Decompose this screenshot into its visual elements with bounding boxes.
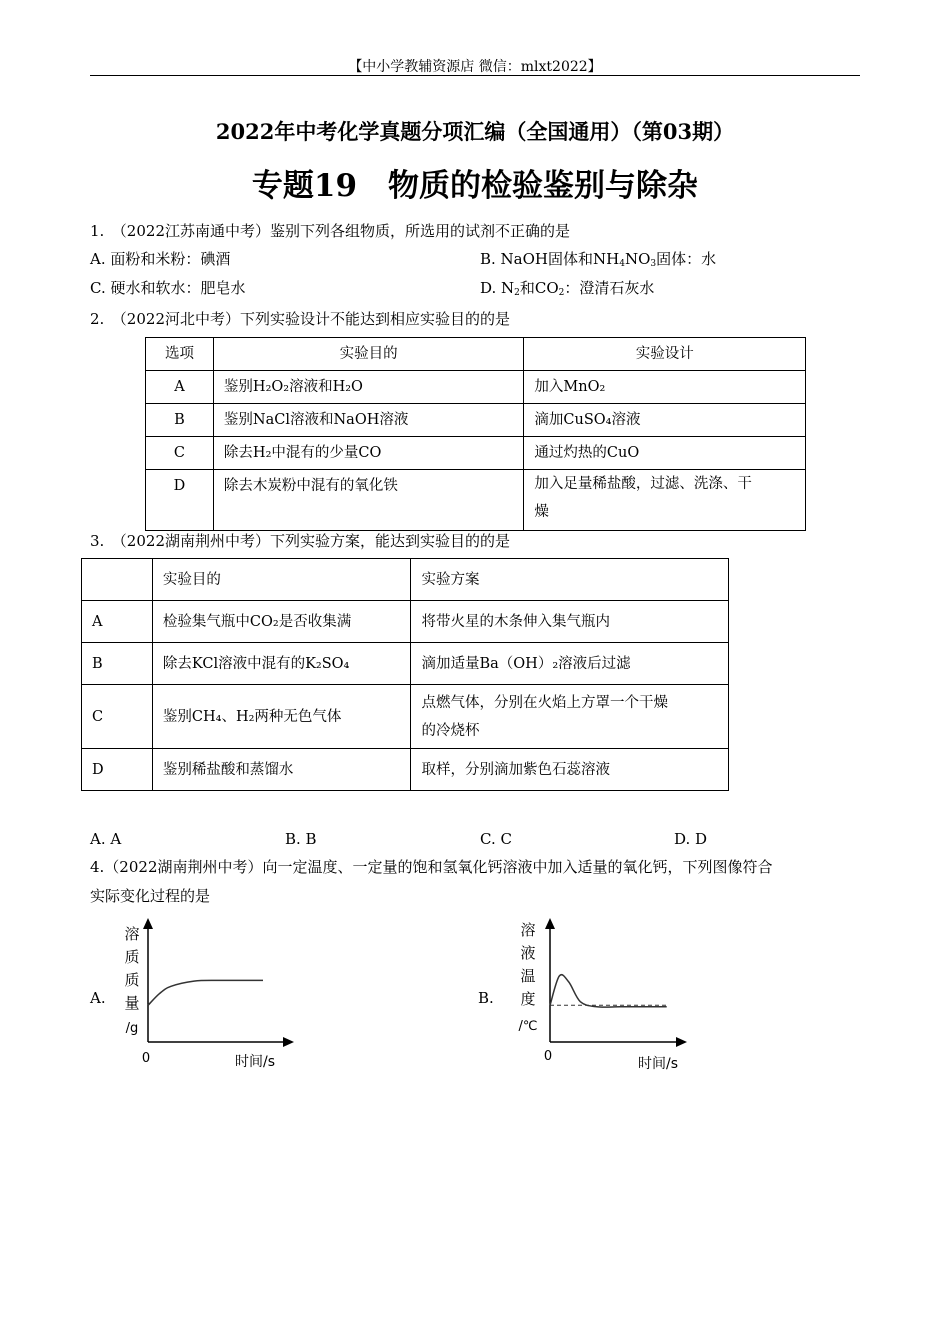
q2-table [145,337,806,531]
q2-row-option: A [146,371,214,404]
q2-row-design: 通过灼热的CuO [524,437,806,470]
table-row [146,437,806,470]
table-row [82,685,729,749]
q2-header-purpose: 实验目的 [213,338,524,371]
q2-row-option: B [146,404,214,437]
table-row [146,404,806,437]
q1-option-b: B. NaOH固体和$NH_4NO_3$固体：水 [480,250,717,269]
q3-choice-b: B. B [285,830,317,848]
q3-choice-d: D. D [674,830,708,848]
chart-a-ylabel-char: /g [125,1021,139,1036]
q2-row-purpose: 鉴别NaCl溶液和NaOH溶液 [213,404,524,437]
q2-row-purpose: 除去H₂中混有的少量CO [213,437,524,470]
table-row [82,601,729,643]
q2-row-design [524,470,806,531]
q2-header-design: 实验设计 [524,338,806,371]
table-row [82,749,729,791]
chart-b-origin-label: 0 [543,1049,553,1064]
q3-stem: 3. （2022湖南荆州中考）下列实验方案，能达到实验目的的是 [90,532,510,550]
chart-b-xlabel: 时间/s [637,1056,679,1072]
table-row [146,371,806,404]
q3-row-option: B [82,643,153,685]
q2-row-option: D [146,470,214,531]
q3-row-purpose: 除去KCl溶液中混有的K₂SO₄ [152,643,411,685]
doc-title: 2022年中考化学真题分项汇编（全国通用）（第03期） [215,119,735,144]
chart-a-ylabel-char: 量 [124,994,140,1012]
q2-row-option: C [146,437,214,470]
q2-stem: 2. （2022河北中考）下列实验设计不能达到相应实验目的的是 [90,310,510,328]
chart-a-xlabel: 时间/s [234,1054,276,1070]
q4-stem-line1: 4.（2022湖南荆州中考）向一定温度、一定量的饱和氢氧化钙溶液中加入适量的氧化钙，下列图像符合 [90,858,773,876]
q3-row-plan: 滴加适量Ba（OH）₂溶液后过滤 [411,643,729,685]
q4-stem-line2: 实际变化过程的是 [90,887,211,905]
chart-a-y-arrow [143,918,153,929]
page-header: 【中小学教辅资源店 微信：mlxt2022】 [348,59,602,75]
q2-row-design: 滴加CuSO₄溶液 [524,404,806,437]
chart-a-option-label: A. [90,989,106,1007]
q2-header-option: 选项 [146,338,214,371]
q1-stem: 1. （2022江苏南通中考）鉴别下列各组物质，所选用的试剂不正确的是 [90,222,570,240]
q3-header-option [82,559,153,601]
chart-b-ylabel-char: 度 [520,990,536,1008]
table-row [82,643,729,685]
q1-option-c: C. 硬水和软水：肥皂水 [90,279,246,297]
q3-row-plan [411,685,729,749]
q3-header-plan: 实验方案 [411,559,729,601]
chart-b-ylabel-char: 溶 [520,921,536,939]
q3-row-plan: 取样，分别滴加紫色石蕊溶液 [411,749,729,791]
q3-row-option: C [82,685,153,749]
q2-row-purpose: 鉴别H₂O₂溶液和H₂O [213,371,524,404]
doc-subtitle: 专题19 物质的检验鉴别与除杂 [251,168,699,204]
chart-a-ylabel-char: 溶 [124,925,140,943]
chart-b-ylabel-char: 温 [520,967,536,985]
q3-choice-c: C. C [480,830,512,848]
chart-a-series-line [148,980,263,1005]
q3-row-purpose: 检验集气瓶中CO₂是否收集满 [152,601,411,643]
q3-header-row [82,559,729,601]
q3-choice-a: A. A [90,830,122,848]
table-row [146,470,806,531]
q3-table [81,558,729,791]
q2-row-purpose: 除去木炭粉中混有的氧化铁 [213,470,524,531]
chart-b [510,915,700,1075]
q3-row-purpose: 鉴别CH₄、H₂两种无色气体 [152,685,411,749]
q2-row-design-line2: 燥 [534,504,549,520]
chart-b-option-label: B. [478,989,494,1007]
chart-a-origin-label: 0 [141,1051,151,1066]
q2-row-design-line1: 加入足量稀盐酸，过滤、洗涤、干 [534,476,752,492]
chart-a-x-arrow [283,1037,294,1047]
q3-row-option: A [82,601,153,643]
q3-row-plan: 将带火星的木条伸入集气瓶内 [411,601,729,643]
chart-a [110,915,310,1075]
chart-b-series-line [550,975,667,1008]
chart-b-ylabel-char: /℃ [518,1019,538,1034]
q3-header-purpose: 实验目的 [152,559,411,601]
q2-header-row [146,338,806,371]
chart-a-ylabel-char: 质 [124,971,140,989]
q1-option-d: D. $N_2$和$CO_2$：澄清石灰水 [480,279,655,298]
q3-row-plan-line2: 的冷烧杯 [421,722,480,739]
chart-b-x-arrow [676,1037,687,1047]
chart-a-ylabel-char: 质 [124,948,140,966]
q3-row-option: D [82,749,153,791]
q3-row-plan-line1: 点燃气体，分别在火焰上方罩一个干燥 [421,694,668,711]
header-divider [90,75,860,76]
q1-option-a: A. 面粉和米粉：碘酒 [90,250,231,268]
chart-b-y-arrow [545,918,555,929]
chart-b-ylabel-char: 液 [520,944,536,962]
q3-row-purpose: 鉴别稀盐酸和蒸馏水 [152,749,411,791]
q2-row-design: 加入MnO₂ [524,371,806,404]
